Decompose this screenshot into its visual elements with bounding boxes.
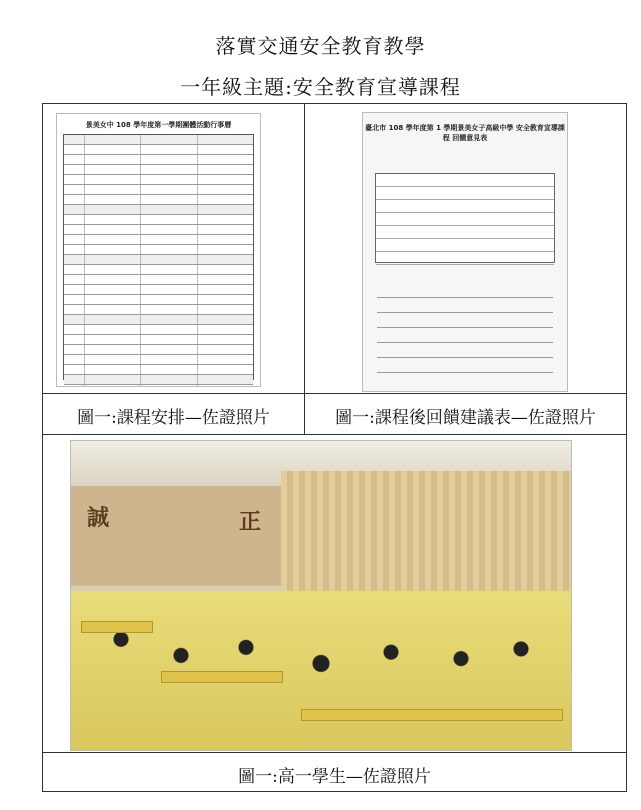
feedback-comment-lines (377, 283, 553, 373)
schedule-caption: 圖一:課程安排—佐證照片 (77, 408, 270, 428)
bench (301, 709, 563, 721)
schedule-photo (56, 113, 261, 387)
feedback-caption: 圖一:課程後回饋建議表—佐證照片 (335, 408, 596, 428)
auditorium-photo (70, 440, 572, 751)
students-caption: 圖一:高一學生—佐證照片 (238, 767, 431, 787)
feedback-form-header: 臺北市 108 學年度第 1 學期景美女子高級中學 安全教育宣導課程 回饋意見表 (365, 124, 565, 142)
schedule-photo-header: 景美女中 108 學年度第一學期團體活動行事曆 (85, 121, 232, 129)
schedule-caption-cell (42, 393, 305, 435)
photo-table (42, 103, 627, 792)
document-title: 落實交通安全教育教學 (215, 34, 426, 58)
students-crowd (71, 591, 571, 751)
feedback-cell (304, 103, 627, 394)
document-subtitle: 一年級主題:安全教育宣導課程 (180, 75, 461, 99)
students-caption-cell (42, 752, 627, 792)
bench (81, 621, 153, 633)
feedback-table-graphic (375, 173, 555, 263)
bench (161, 671, 283, 683)
schedule-cell (42, 103, 305, 394)
feedback-caption-cell (304, 393, 627, 435)
hall-character-2: 正 (239, 509, 262, 535)
feedback-form-photo (362, 112, 568, 392)
schedule-table-graphic (63, 134, 254, 380)
hall-character-1: 誠 (87, 505, 110, 531)
students-photo-cell (42, 434, 627, 753)
